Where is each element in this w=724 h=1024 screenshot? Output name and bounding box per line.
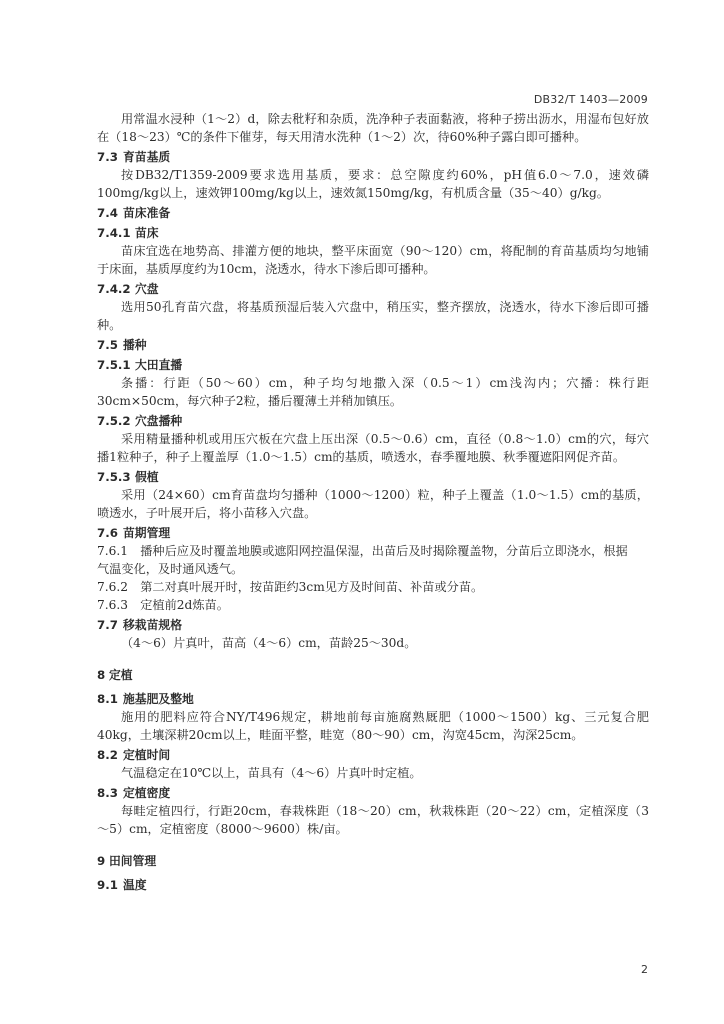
paragraph-8-1: 施用的肥料应符合NY/T496规定，耕地前每亩施腐熟厩肥（1000～1500）kg、三元复合肥40kg，土壤深耕20cm以上，畦面平整，畦宽（80～90）cm，沟宽45cm，沟深25cm。 <box>97 710 649 742</box>
heading-8-3 <box>97 784 649 802</box>
section-title: 定植密度 <box>123 786 171 800</box>
heading-7-7 <box>97 616 649 634</box>
section-title: 大田直播 <box>135 358 183 372</box>
section-number: 7.3 <box>97 150 118 164</box>
paragraph-7-5-1: 条播：行距（50～60）cm，种子均匀地撒入深（0.5～1）cm浅沟内；穴播：株行距30cm×50cm，每穴种子2粒，播后覆薄土并稍加镇压。 <box>97 376 649 408</box>
section-title: 温度 <box>123 878 147 892</box>
section-number: 8 <box>97 668 106 682</box>
paragraph-7-4-2: 选用50孔育苗穴盘，将基质预湿后装入穴盘中，稍压实，整齐摆放，浇透水，待水下渗后即可播种。 <box>97 300 649 332</box>
paragraph-7-5-2: 采用精量播种机或用压穴板在穴盘上压出深（0.5～0.6）cm，直径（0.8～1.0）cm的穴，每穴播1粒种子，种子上覆盖厚（1.0～1.5）cm的基质，喷透水，春季覆地膜、秋季覆遮阳网促齐苗。 <box>97 432 649 464</box>
section-number: 8.2 <box>97 748 118 762</box>
section-title: 苗床准备 <box>123 206 171 220</box>
section-number: 7.6 <box>97 526 118 540</box>
section-title: 苗床 <box>135 226 159 240</box>
heading-7-4-2 <box>97 280 649 298</box>
section-number: 9.1 <box>97 878 118 892</box>
heading-7-4 <box>97 204 649 222</box>
paragraph-8-3: 每畦定植四行，行距20cm，春栽株距（18～20）cm，秋栽株距（20～22）cm，定植深度（3～5）cm，定植密度（8000～9600）株/亩。 <box>97 804 649 836</box>
item-7-6-2: 7.6.2 第二对真叶展开时，按苗距约3cm见方及时间苗、补苗或分苗。 <box>97 580 484 594</box>
section-title: 施基肥及整地 <box>123 692 194 706</box>
section-title: 定植 <box>109 668 133 682</box>
paragraph-7-4-1: 苗床宜选在地势高、排灌方便的地块，整平床面宽（90～120）cm，将配制的育苗基质均匀地铺于床面，基质厚度约为10cm，浇透水，待水下渗后即可播种。 <box>97 244 649 276</box>
section-number: 7.5.1 <box>97 358 131 372</box>
section-title: 定植时间 <box>123 748 171 762</box>
paragraph-8-2: 气温稳定在10℃以上，苗具有（4～6）片真叶时定植。 <box>121 766 422 780</box>
section-title: 田间管理 <box>109 854 157 868</box>
section-title: 移栽苗规格 <box>123 618 182 632</box>
heading-7-4-1 <box>97 224 649 242</box>
section-number: 9 <box>97 854 106 868</box>
heading-7-5 <box>97 336 649 354</box>
page-number: 2 <box>641 963 648 976</box>
standard-code: DB32/T 1403—2009 <box>533 93 648 106</box>
item-7-6-1-line1: 7.6.1 播种后应及时覆盖地膜或遮阳网控温保湿，出苗后及时揭除覆盖物，分苗后立即浇水，根据 <box>97 544 628 558</box>
paragraph-7-3: 按DB32/T1359-2009要求选用基质，要求：总空隙度约60%，pH值6.0～7.0，速效磷100mg/kg以上，速效钾100mg/kg以上，速效氮150mg/kg，有机质含量（35～40）g/kg。 <box>97 168 649 200</box>
heading-9 <box>97 852 649 870</box>
item-7-6-3: 7.6.3 定植前2d炼苗。 <box>97 598 229 612</box>
section-title: 播种 <box>123 338 147 352</box>
paragraph-7-7: （4～6）片真叶，苗高（4～6）cm，苗龄25～30d。 <box>121 636 417 650</box>
heading-8 <box>97 666 649 684</box>
section-title: 苗期管理 <box>123 526 171 540</box>
section-number: 7.5 <box>97 338 118 352</box>
item-7-6-1-line2: 气温变化，及时通风透气。 <box>97 562 244 576</box>
heading-8-2 <box>97 746 649 764</box>
section-number: 7.5.2 <box>97 414 131 428</box>
heading-7-5-2 <box>97 412 649 430</box>
heading-7-3 <box>97 148 649 166</box>
section-number: 7.7 <box>97 618 118 632</box>
section-number: 7.5.3 <box>97 470 131 484</box>
paragraph-seed-soaking: 用常温水浸种（1～2）d，除去秕籽和杂质，洗净种子表面黏液，将种子捞出沥水，用湿布包好放在（18～23）℃的条件下催芽，每天用清水洗种（1～2）次，待60%种子露白即可播种。 <box>97 112 649 144</box>
section-number: 7.4 <box>97 206 118 220</box>
section-number: 7.4.2 <box>97 282 131 296</box>
section-title: 假植 <box>135 470 159 484</box>
section-title: 育苗基质 <box>123 150 171 164</box>
document-body <box>97 110 649 894</box>
section-title: 穴盘播种 <box>135 414 183 428</box>
heading-8-1 <box>97 690 649 708</box>
heading-9-1 <box>97 876 649 894</box>
heading-7-5-1 <box>97 356 649 374</box>
section-title: 穴盘 <box>135 282 159 296</box>
heading-7-5-3 <box>97 468 649 486</box>
section-number: 8.1 <box>97 692 118 706</box>
paragraph-7-5-3: 采用（24×60）cm育苗盘均匀播种（1000～1200）粒，种子上覆盖（1.0～1.5）cm的基质，喷透水，子叶展开后，将小苗移入穴盘。 <box>97 488 649 520</box>
section-number: 7.4.1 <box>97 226 131 240</box>
heading-7-6 <box>97 524 649 542</box>
section-number: 8.3 <box>97 786 118 800</box>
